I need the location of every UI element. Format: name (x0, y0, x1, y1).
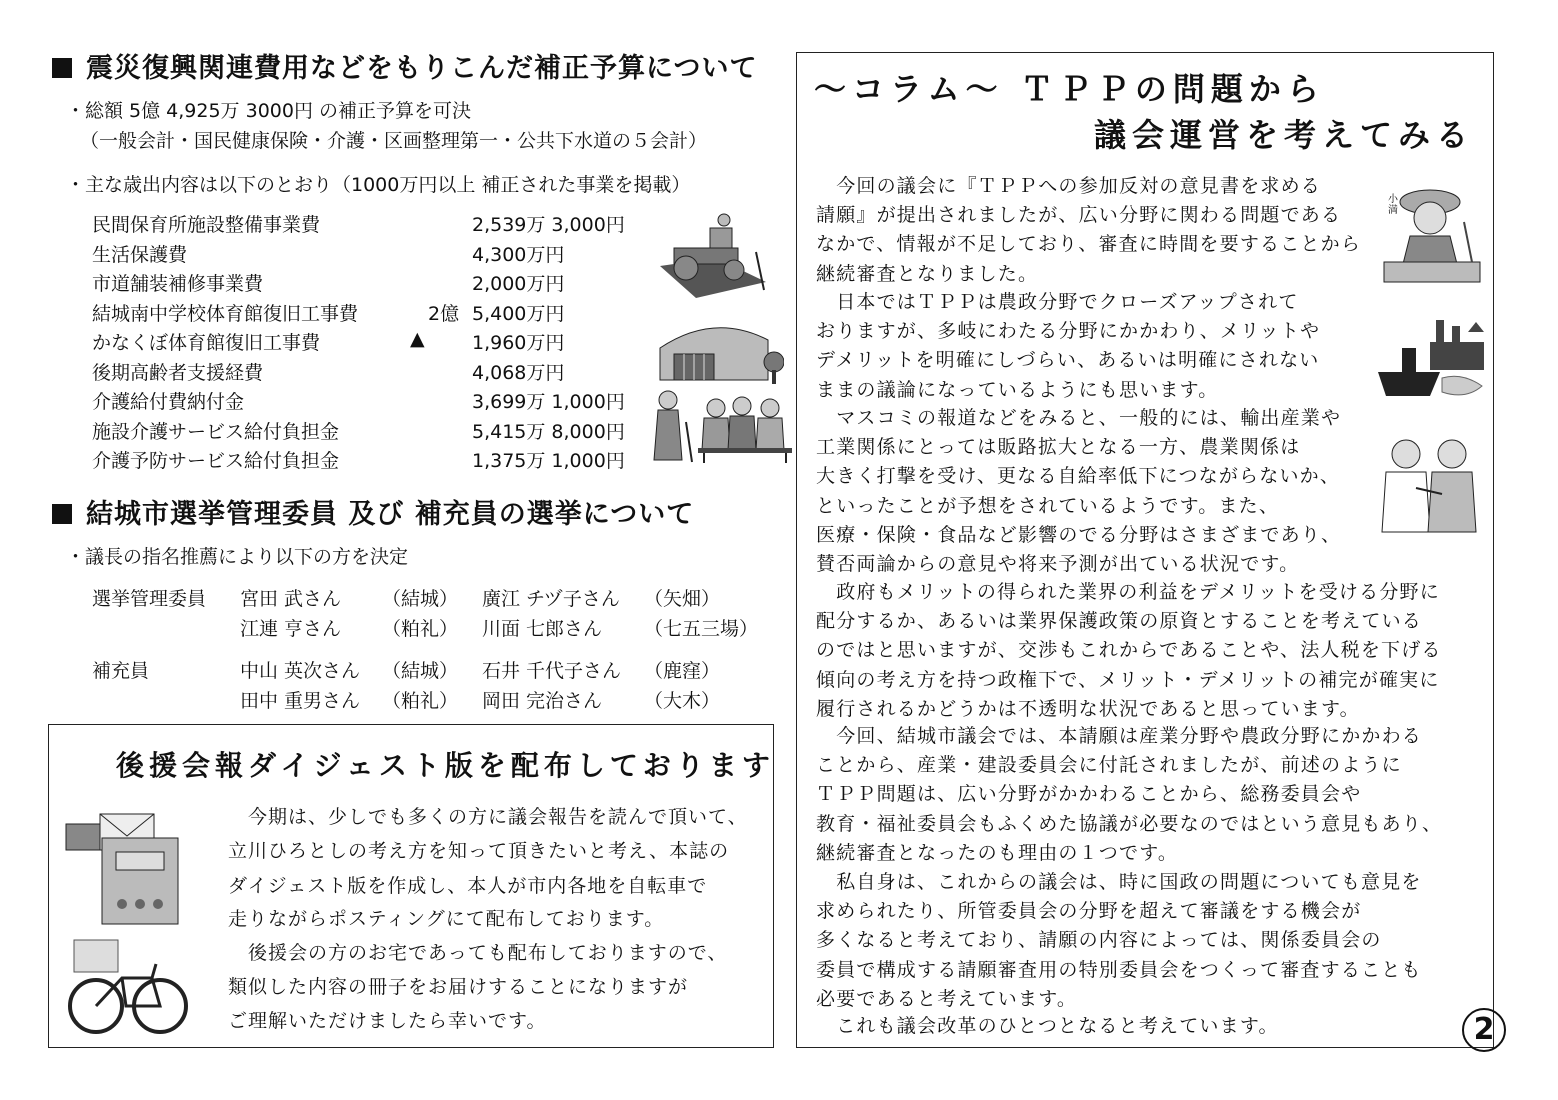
column-paragraph-7: これも議会改革のひとつとなると考えています。 (816, 1015, 1279, 1037)
digest-line: 走りながらポスティングにて配布しております。 (228, 908, 665, 930)
square-bullet-icon (52, 504, 72, 524)
budget-item-amount: 2,000万円 (472, 273, 565, 295)
column-title-line2: 議会運営を考えてみる (1094, 116, 1475, 154)
budget-accounts-line: （一般会計・国民健康保険・介護・区画整理第一・公共下水道の５会計） (80, 130, 708, 152)
column-paragraph-1: 今回の議会に『ＴＰＰへの参加反対の意見書を求める 請願』が提出されましたが、広い分野に関わる問題である なかで、情報が不足しており、審査に時間を要することから 継続審査となりました。 (816, 175, 1362, 285)
budget-heading: 震災復興関連費用などをもりこんだ補正予算について (52, 46, 757, 85)
committee-place: （矢畑） (644, 588, 721, 610)
digest-line: ご理解いただけましたら幸いです。 (228, 1010, 547, 1032)
supplement-name: 石井 千代子さん (482, 660, 622, 682)
committee-place: （七五三場） (644, 618, 759, 640)
supplement-label: 補充員 (92, 660, 150, 682)
column-title-line1: ～コラム～ ＴＰＰの問題から (814, 70, 1325, 108)
committee-name: 宮田 武さん (240, 588, 342, 610)
election-heading: 結城市選挙管理委員 及び 補充員の選挙について (52, 492, 694, 531)
supplement-name: 田中 重男さん (240, 690, 361, 712)
digest-title: 後援会報ダイジェスト版を配布しております (116, 749, 775, 782)
committee-place: （粕礼） (382, 618, 459, 640)
digest-line: 立川ひろとしの考え方を知って頂きたいと考え、本誌の (228, 840, 730, 862)
budget-item-name: 介護予防サービス給付負担金 (92, 450, 340, 472)
budget-item-amount: 1,375万 1,000円 (472, 450, 625, 472)
digest-line: 今期は、少しでも多くの方に議会報告を読んで頂いて、 (228, 806, 748, 828)
column-paragraph-2: 日本ではＴＰＰは農政分野でクローズアップされて おりますが、多岐にわたる分野にかかわり、メリットや デメリットを明確にしづらい、あるいは明確にされない ままの議論になっているようにも思います。 (816, 291, 1321, 401)
committee-place: （結城） (382, 588, 459, 610)
digest-line: 後援会の方のお宅であっても配布しておりますので、 (228, 942, 728, 964)
budget-items-intro: ・主な歳出内容は以下のとおり（1000万円以上 補正された事業を掲載） (66, 174, 691, 196)
budget-item-name: 生活保護費 (92, 244, 188, 266)
budget-item-name: 結城南中学校体育館復旧工事費 (92, 303, 359, 325)
budget-item-amount: 3,699万 1,000円 (472, 391, 625, 413)
budget-item-amount: 5,415万 8,000円 (472, 421, 625, 443)
page-number: 2 (1462, 1008, 1506, 1052)
committee-name: 川面 七郎さん (482, 618, 603, 640)
gymnasium-illustration (656, 318, 784, 388)
column-paragraph-3: マスコミの報道などをみると、一般的には、輸出産業や 工業関係にとっては販路拡大となる一方、農業関係は 大きく打撃を受け、更なる自給率低下につながらないか、 といったことが予想をされているようです。また、 医療・保険・食品など影響のでる分野はさまざまであり、 賛否両論からの意見や将来予測が出ている状況です。 (816, 407, 1342, 576)
column-paragraph-4: 政府もメリットの得られた業界の利益をデメリットを受ける分野に 配分するか、あるいは業界保護政策の原資とすることを考えている のではと思いますが、交渉もこれからであることや、法人税を下げる 傾向の考え方を持つ政権下で、メリット・デメリットの補完が確実に 履行されるかどうかは不透明な状況であると思っています。 (816, 581, 1442, 720)
budget-item-amount: 1,960万円 (472, 332, 565, 354)
budget-item-name: 民間保育所施設整備事業費 (92, 214, 321, 236)
budget-item-name: 施設介護サービス給付負担金 (92, 421, 340, 443)
supplement-place: （大木） (644, 690, 721, 712)
budget-item-mark: 2億 (428, 303, 460, 325)
budget-item-amount: 4,300万円 (472, 244, 565, 266)
farmer-caption: 小満 (1388, 194, 1398, 216)
square-bullet-icon (52, 58, 72, 78)
budget-item-mark: ▲ (410, 328, 425, 350)
elderly-people-illustration (646, 388, 796, 464)
budget-item-amount: 5,400万円 (472, 303, 565, 325)
budget-item-name: 介護給付費納付金 (92, 391, 245, 413)
budget-total-line: ・総額 5億 4,925万 3000円 の補正予算を可決 (66, 100, 471, 122)
supplement-name: 中山 英次さん (240, 660, 361, 682)
bicycle-illustration (66, 934, 190, 1038)
column-paragraph-6: 私自身は、これからの議会は、時に国政の問題についても意見を 求められたり、所管委員会の分野を超えて審議をする機会が 多くなると考えており、請願の内容によっては、関係委員会の 委員で構成する請願審査用の特別委員会をつくって審査することも 必要であると考えています。 (816, 871, 1422, 1010)
mailbox-illustration (64, 808, 188, 928)
road-roller-illustration (656, 208, 776, 300)
budget-item-name: 市道舗装補修事業費 (92, 273, 264, 295)
supplement-place: （鹿窪） (644, 660, 721, 682)
budget-item-name: 後期高齢者支援経費 (92, 362, 264, 384)
supplement-place: （粕礼） (382, 690, 459, 712)
committee-name: 江連 亨さん (240, 618, 342, 640)
budget-item-amount: 4,068万円 (472, 362, 565, 384)
committee-label: 選挙管理委員 (92, 588, 207, 610)
supplement-place: （結城） (382, 660, 459, 682)
supplement-name: 岡田 完治さん (482, 690, 603, 712)
column-paragraph-5: 今回、結城市議会では、本請願は産業分野や農政分野にかかわる ことから、産業・建設委員会に付託されましたが、前述のように ＴＰＰ問題は、広い分野がかかわることから、総務委員会や 教育・福祉委員会もふくめた協議が必要なのではという意見もあり、 継続審査となったのも理由の１つです。 (816, 725, 1443, 864)
digest-line: 類似した内容の冊子をお届けすることになりますが (228, 976, 689, 998)
budget-item-amount: 2,539万 3,000円 (472, 214, 625, 236)
committee-name: 廣江 チヅ子さん (482, 588, 620, 610)
digest-line: ダイジェスト版を作成し、本人が市内各地を自転車で (228, 875, 708, 897)
budget-item-name: かなくぼ体育館復旧工事費 (92, 332, 321, 354)
election-intro: ・議長の指名推薦により以下の方を決定 (66, 546, 409, 568)
